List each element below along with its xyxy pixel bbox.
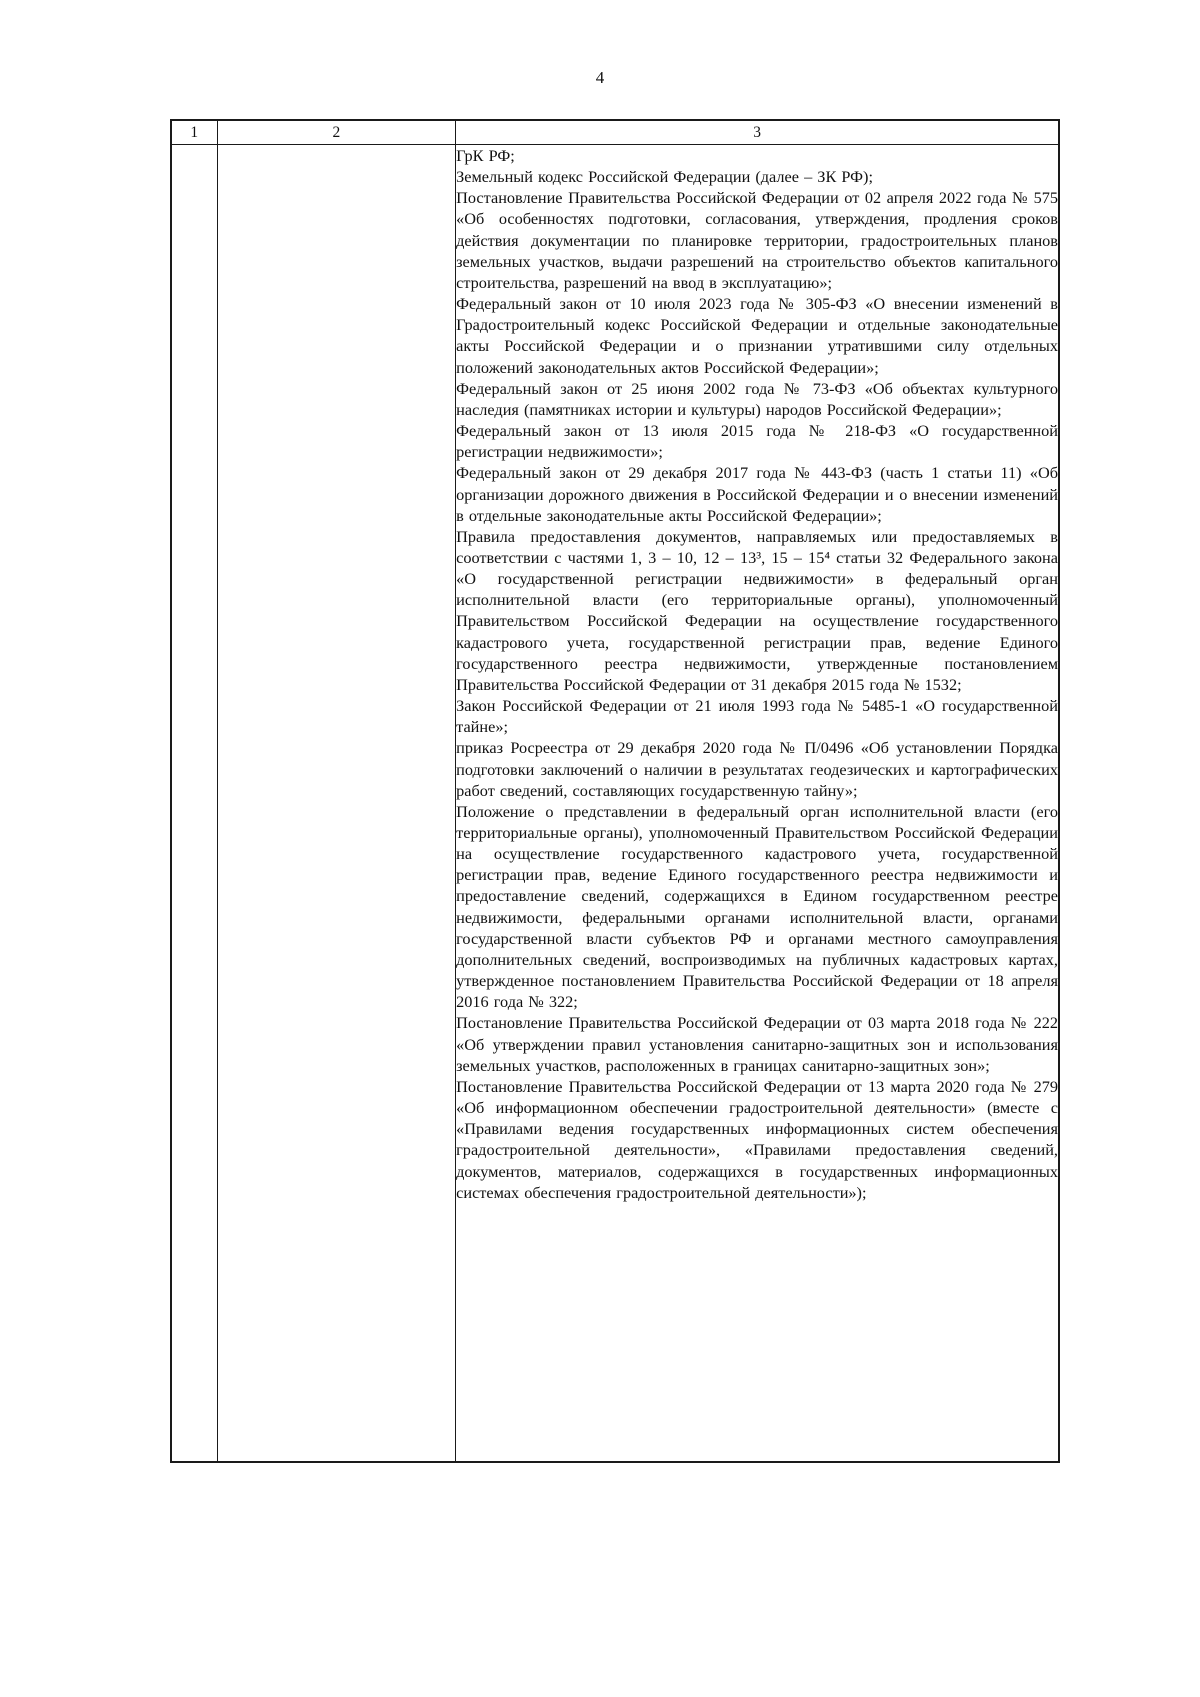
legal-text-paragraph: Постановление Правительства Российской Федерации от 03 марта 2018 года № 222 «Об утверждении правил установления санитарно-защитных зон и использования земельных участков, расположенных в границах санитарно-защитных зон»; bbox=[456, 1013, 1058, 1075]
content-table bbox=[170, 119, 1060, 1463]
page-number: 4 bbox=[595, 68, 605, 87]
legal-text-paragraph: Положение о представлении в федеральный орган исполнительной власти (его территориальные органы), уполномоченный Правительством Российской Федерации на осуществление государственного кадастрового учета, государственной регистрации прав, ведение Единого государственного реестра недвижимости и предоставление сведений, содержащихся в Едином государственном реестре недвижимости, федеральными органами исполнительной власти, органами государственной власти субъектов РФ и органами местного самоуправления дополнительных сведений, воспроизводимых на публичных кадастровых картах, утвержденное постановлением Правительства Российской Федерации от 18 апреля 2016 года № 322; bbox=[456, 801, 1058, 1012]
column-header-1: 1 bbox=[171, 120, 217, 145]
legal-text-paragraph: Правила предоставления документов, направляемых или предоставляемых в соответствии с частями 1, 3 – 10, 12 – 13³, 15 – 15⁴ статьи 32 Федерального закона «О государственной регистрации недвижимости» в федеральный орган исполнительной власти (его территориальные органы), уполномоченный Правительством Российской Федерации на осуществление государственного кадастрового учета, государственной регистрации прав, ведение Единого государственного реестра недвижимости, утвержденные постановлением Правительства Российской Федерации от 31 декабря 2015 года № 1532; bbox=[456, 526, 1058, 694]
legal-text-paragraph: Федеральный закон от 29 декабря 2017 года № 443-ФЗ (часть 1 статьи 11) «Об организации дорожного движения в Российской Федерации и о внесении изменений в отдельные законодательные акты Российской Федерации»; bbox=[456, 463, 1058, 525]
table-body-row bbox=[171, 145, 1059, 1463]
column-header-3: 3 bbox=[456, 120, 1059, 145]
table-col2-cell bbox=[217, 145, 456, 1463]
legal-text-paragraph: Постановление Правительства Российской Федерации от 02 апреля 2022 года № 575 «Об особенностях подготовки, согласования, утверждения, продления сроков действия документации по планировке территории, градостроительных планов земельных участков, выдачи разрешений на строительство объектов капитального строительства, разрешений на ввод в эксплуатацию»; bbox=[456, 188, 1058, 292]
legal-text-paragraph: Федеральный закон от 13 июля 2015 года № 218-ФЗ «О государственной регистрации недвижимости»; bbox=[456, 421, 1058, 462]
legal-text-paragraph: ГрК РФ; bbox=[456, 146, 515, 165]
legal-text-paragraph: Земельный кодекс Российской Федерации (далее – ЗК РФ); bbox=[456, 167, 873, 187]
column-header-2: 2 bbox=[217, 120, 456, 145]
legal-text-paragraph: Закон Российской Федерации от 21 июля 1993 года № 5485-1 «О государственной тайне»; bbox=[456, 696, 1058, 737]
legal-text-paragraph: Федеральный закон от 10 июля 2023 года № 305-ФЗ «О внесении изменений в Градостроительный кодекс Российской Федерации и отдельные законодательные акты Российской Федерации и о признании утратившими силу отдельных положений законодательных актов Российской Федерации»; bbox=[456, 294, 1058, 377]
legal-text-paragraph: приказ Росреестра от 29 декабря 2020 года № П/0496 «Об установлении Порядка подготовки заключений о наличии в результатах геодезических и картографических работ сведений, составляющих государственную тайну»; bbox=[456, 738, 1058, 800]
legal-text-paragraph: Постановление Правительства Российской Федерации от 13 марта 2020 года № 279 «Об информационном обеспечении градостроительной деятельности» (вместе с «Правилами ведения государственных информационных систем обеспечения градостроительной деятельности», «Правилами предоставления сведений, документов, материалов, содержащихся в государственных информационных системах обеспечения градостроительной деятельности»); bbox=[456, 1076, 1058, 1202]
table-col3-cell bbox=[456, 145, 1059, 1463]
legal-text-paragraph: Федеральный закон от 25 июня 2002 года № 73-ФЗ «Об объектах культурного наследия (памятниках истории и культуры) народов Российской Федерации»; bbox=[456, 378, 1058, 419]
table-col1-cell bbox=[171, 145, 217, 1463]
table-header-row bbox=[171, 120, 1059, 145]
